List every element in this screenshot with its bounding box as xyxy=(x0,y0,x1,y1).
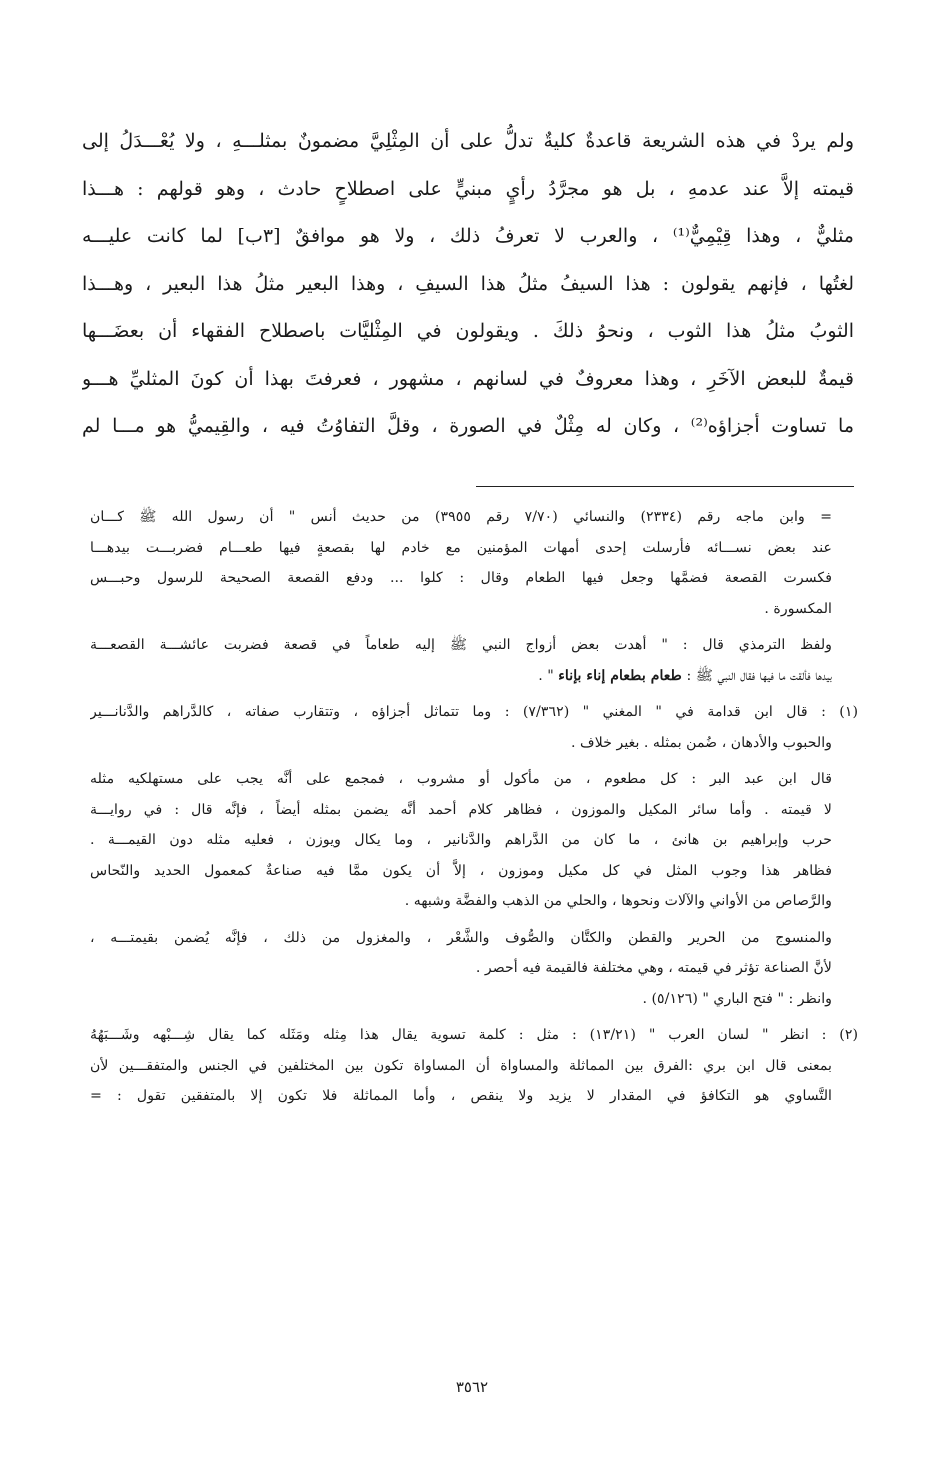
footnote-line: وانظر : " فتح الباري " (٥/١٢٦) . xyxy=(642,990,832,1007)
hadith-quote: طعام بطعام إناء بإناء xyxy=(558,667,682,684)
main-line: ما تساوت أجزاؤه⁽²⁾ ، وكان له مِثْلٌ في الصورة ، وقلَّ التفاوُتُ فيه ، والقِيميُّ هو مـــا لم xyxy=(82,415,854,437)
footnote-line: المكسورة . xyxy=(764,600,832,617)
footnote-line: والحبوب والأدهان ، ضُمن بمثله . بغير خلاف . xyxy=(571,734,832,751)
main-line: الثوبُ مثلُ هذا الثوب ، ونحوُ ذلكَ . ويقولون في المِثْليَّات باصطلاح الفقهاء أن بعضَـــها xyxy=(82,320,854,342)
footnote-line: والرَّصاص من الأواني والآلات ونحوها ، والحلي من الذهب والفضَّة وشبهه . xyxy=(404,893,832,909)
footnote-line: حرب وإبراهيم بن هانئ ، ما كان من الدَّراهم والدَّنانير ، وما يكال ويوزن ، فعليه مثله دون القيمـــة . xyxy=(90,832,832,848)
main-line: مثليٌّ ، وهذا قِيْمِيٌّ⁽¹⁾ ، والعرب لا تعرفُ ذلك ، ولا هو موافقٌ [٣ب] لما كانت عليـــه xyxy=(82,225,854,247)
footnote-line: فكسرت القصعة فضمَّها وجعل فيها الطعام وقال : كلوا ... ودفع القصعة الصحيحة للرسول وحبـــس xyxy=(90,570,832,586)
footnote-line: والمنسوج من الحرير والقطن والكتَّان والصُّوف والشَّعْر ، والمغزول من ذلك ، فإنَّه يُضمن بقيمتـــه ، xyxy=(90,929,832,946)
footnote-text: بيدها فألقت ما فيها فقال النبي ﷺ : xyxy=(686,667,832,684)
footnote-line: قال ابن عبد البر : كل مطعوم ، من مأكول أو مشروب ، فمجمع على أنَّه يجب على مستهلكيه مثله xyxy=(90,771,832,787)
footnote-line: عند بعض نســـائه فأرسلت إحدى أمهات المؤمنين مع خادم لها بقصعةٍ فيها طعـــام فضربـــت بيدهـــا xyxy=(90,539,832,556)
footnote-line: التَّساوي هو التكافؤ في المقدار لا يزيد ولا ينقص ، وأما المماثلة فلا تكون إلا بالمتفقين تقول : = xyxy=(90,1088,832,1104)
footnote-line: (١) : قال ابن قدامة في " المغني " (٧/٣٦٢) : وما تتماثل أجزاؤه ، وتتقارب صفاته ، كالدَّراهم والدَّنانـــير xyxy=(90,704,858,720)
footnote-tirmidhi xyxy=(90,630,858,691)
main-line: قيمته إلاَّ عند عدمهِ ، بل هو مجرَّدُ رأيٍ مبنيٍّ على اصطلاحٍ حادث ، وهو قولهم : هـــذا xyxy=(82,177,854,200)
footnote-line xyxy=(90,661,858,692)
footnote-line: فظاهر هذا وجوب المثل في كل مكيل وموزون ، إلاَّ أن يكون ممَّا فيه صناعةٌ كمعمول الحديد والنّحاس xyxy=(90,862,832,879)
page-number: ٣٥٦٢ xyxy=(455,1378,489,1396)
footnotes-block xyxy=(90,502,858,1112)
footnote-2 xyxy=(90,1020,858,1112)
footnote-line: ولفظ الترمذي قال : " أهدت بعض أزواج النبي ﷺ إليه طعاماً في قصعة فضربت عائشـــة القصعـــة xyxy=(90,637,832,653)
footnote-separator xyxy=(476,486,854,487)
main-line: لغتُها ، فإنهم يقولون : هذا السيفُ مثلُ هذا السيفِ ، وهذا البعير مثلُ هذا البعير ، وهـــذا xyxy=(82,272,854,295)
footnote-line: لا قيمته . وأما سائر المكيل والموزون ، فظاهر كلام أحمد أنَّه يضمن بمثله أيضاً ، فإنَّه قال : في روايـــة xyxy=(90,801,832,818)
footnote-line: لأنَّ الصناعة تؤثر في قيمته ، وهي مختلفة فالقيمة فيه أحصر . xyxy=(475,960,832,976)
main-text-block xyxy=(82,118,854,451)
main-line: ولم يردْ في هذه الشريعة قاعدةٌ كليةٌ تدلُّ على أن المِثْلِيَّ مضمونٌ بمثلـــهِ ، ولا يُعْـــدَلُ إلى xyxy=(82,130,854,152)
footnote-line: = وابن ماجه رقم (٢٣٣٤) والنسائي (٧/٧٠ رقم ٣٩٥٥) من حديث أنس " أن رسول الله ﷺ كـــان xyxy=(90,509,832,525)
footnote-line: (٢) : انظر " لسان العرب " (١٣/٢١) : مثل : كلمة تسوية يقال هذا مِثله ومَثَله كما يقال شِـــبْهه وشَـــبَهُهُ xyxy=(90,1027,858,1043)
footnote-continuation xyxy=(90,502,858,624)
footnote-line: بمعنى قال ابن بري :الفرق بين المماثلة والمساواة أن المساواة تكون بين المختلفين في الجنس والمتفقـــين لأن xyxy=(90,1057,832,1074)
footnote-1 xyxy=(90,697,858,1014)
main-line: قيمةٌ للبعض الآخَرِ ، وهذا معروفٌ في لسانهم ، مشهور ، فعرفتَ بهذا أن كونَ المثليِّ هـــو xyxy=(82,367,854,390)
footnote-text: " . xyxy=(538,667,554,684)
